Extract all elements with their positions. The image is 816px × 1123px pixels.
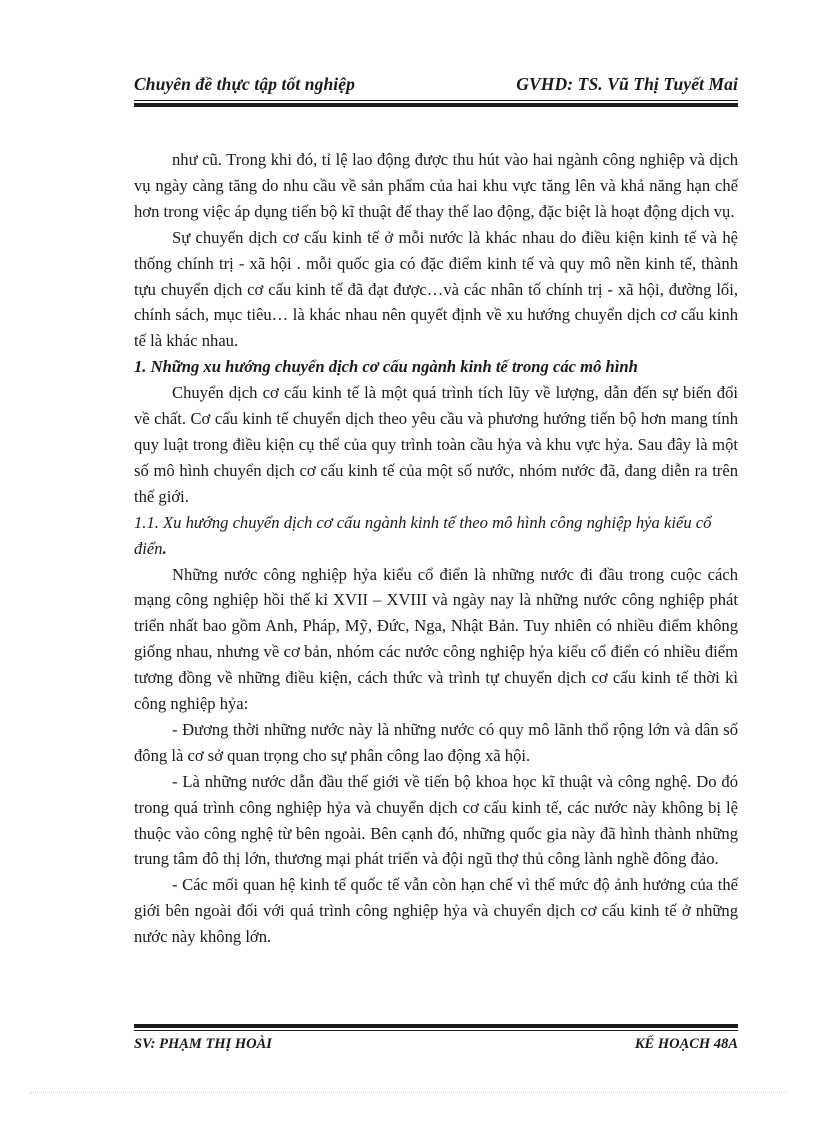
subsection-heading-period: . — [162, 538, 167, 558]
bullet-paragraph: - Đương thời những nước này là những nước có quy mô lãnh thổ rộng lớn và dân số đông là cơ sở quan trọng cho sự phân công lao động xã hội. — [134, 719, 738, 765]
footer-rule-thick — [134, 1024, 738, 1028]
page-header — [134, 72, 738, 98]
bullet-paragraph: - Các mối quan hệ kinh tế quốc tế vẫn còn hạn chế vì thế mức độ ảnh hưởng của thế giới bên ngoài đối với quá trình công nghiệp hỷa và chuyển dịch cơ cấu kinh tế ở những nước này không lớn. — [134, 875, 738, 947]
paragraph: Sự chuyển dịch cơ cấu kinh tế ở mỗi nước là khác nhau do điều kiện kinh tế và hệ thống chính trị - xã hội . mỗi quốc gia có đặc điểm kinh tế và quy mô nền kinh tế, thành tựu chuyển dịch cơ cấu kinh tế đã đạt được…và các nhân tố chính trị - xã hội, đường lối, chính sách, mục tiêu… là khác nhau nên quyết định về xu hướng chuyển dịch cơ cấu kinh tế là khác nhau. — [134, 227, 738, 351]
page-body — [134, 147, 738, 950]
header-title: Chuyên đề thực tập tốt nghiệp — [134, 74, 355, 94]
footer-class: KẾ HOẠCH 48A — [634, 1036, 738, 1052]
page-footer — [134, 1036, 738, 1060]
section-heading: 1. Những xu hướng chuyển dịch cơ cấu ngành kinh tế trong các mô hình — [134, 357, 638, 377]
paragraph: Những nước công nghiệp hỷa kiểu cổ điển là những nước đi đầu trong cuộc cách mạng công nghiệp hồi thế kỉ XVII – XVIII và ngày nay là những nước công nghiệp phát triển nhất bao gồm Anh, Pháp, Mỹ, Đức, Nga, Nhật Bản. Tuy nhiên có nhiều điểm không giống nhau, nhưng về cơ bản, nhóm các nước công nghiệp hỷa kiểu cổ điển có nhiều điểm tương đồng về những điều kiện, cách thức và trình tự chuyển dịch cơ cấu kinh tế thời kì công nghiệp hỷa: — [134, 564, 738, 714]
subsection-heading-text: 1.1. Xu hướng chuyển dịch cơ cấu ngành kinh tế theo mô hình công nghiệp hỷa kiểu cổ điển — [134, 512, 712, 558]
header-rule-thin — [134, 100, 738, 101]
bullet-paragraph: - Là những nước dẫn đầu thế giới về tiến bộ khoa học kĩ thuật và công nghệ. Do đó trong quá trình công nghiệp hỷa và chuyển dịch cơ cấu kinh tế, các nước này không bị lệ thuộc vào công nghệ từ bên ngoài. Bên cạnh đó, những quốc gia này đã hình thành những trung tâm đô thị lớn, thương mại phát triển và đội ngũ thợ thủ công lành nghề đông đảo. — [134, 771, 738, 869]
header-advisor: GVHD: TS. Vũ Thị Tuyết Mai — [516, 74, 738, 94]
paragraph: Chuyển dịch cơ cấu kinh tế là một quá trình tích lũy về lượng, dẫn đến sự biến đổi về chất. Cơ cấu kinh tế chuyển dịch theo yêu cầu và phương hướng tiến bộ hơn mang tính quy luật trong điều kiện cụ thể của quy trình toàn cầu hỷa và khu vực hỷa. Sau đây là một số mô hình chuyển dịch cơ cấu kinh tế của một số nước, nhóm nước đã, đang diễn ra trên thế giới. — [134, 383, 738, 506]
paragraph: như cũ. Trong khi đó, tỉ lệ lao động được thu hút vào hai ngành công nghiệp và dịch vụ ngày càng tăng do nhu cầu về sản phẩm của hai khu vực tăng lên và khả năng hạn chế hơn trong việc áp dụng tiến bộ kĩ thuật để thay thế lao động, đặc biệt là hoạt động dịch vụ. — [134, 150, 738, 221]
header-rule-thick — [134, 103, 738, 107]
page-edge-divider — [30, 1092, 786, 1093]
subsection-heading — [134, 510, 738, 562]
footer-student: SV: PHẠM THỊ HOÀI — [134, 1036, 272, 1052]
footer-rule-thin — [134, 1030, 738, 1031]
